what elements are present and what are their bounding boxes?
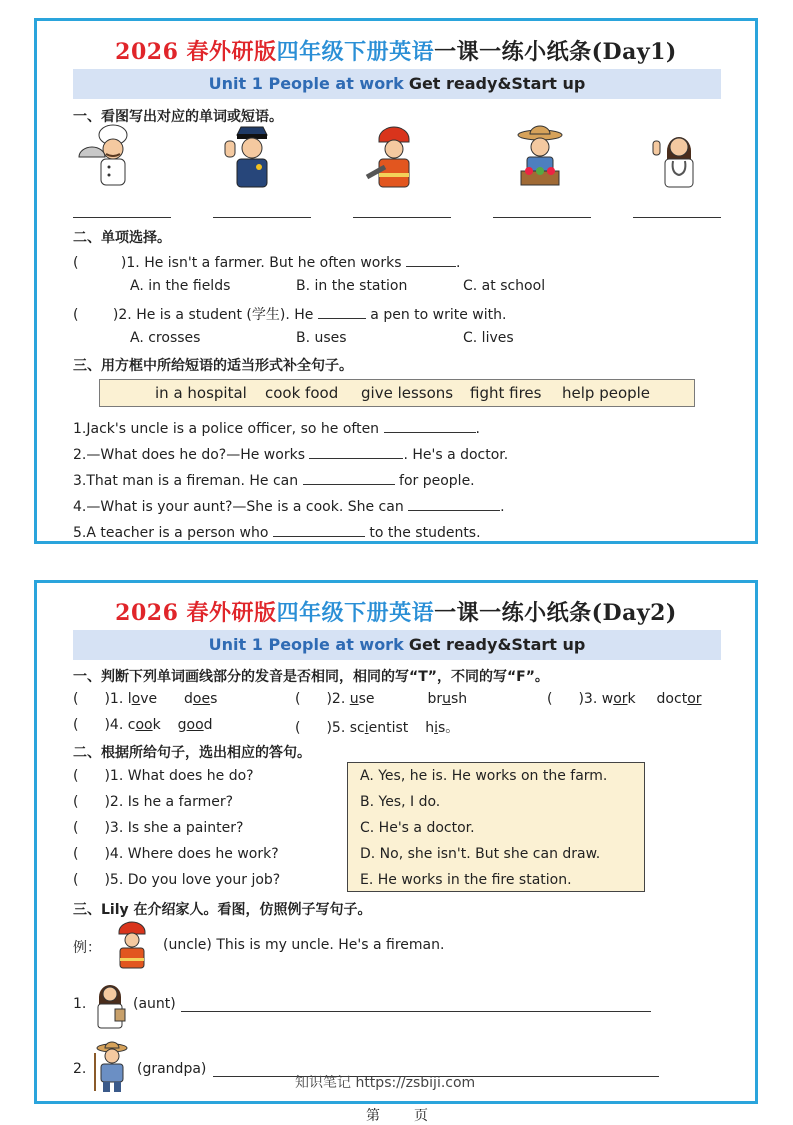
- cook-icon: [75, 121, 145, 191]
- worksheet-day1: [34, 18, 758, 544]
- answer-line[interactable]: [353, 217, 451, 218]
- item-word: (grandpa): [137, 1061, 207, 1077]
- phonics-item-2: ( )2. use brush: [295, 691, 468, 707]
- item-word: (aunt): [133, 996, 176, 1012]
- answer-blank[interactable]: [406, 252, 456, 267]
- answer-options-box: [347, 762, 645, 892]
- section-heading-1: 一、看图写出对应的单词或短语。: [73, 109, 283, 125]
- answer-option: A. Yes, he is. He works on the farm.: [360, 768, 608, 784]
- phrase-box: [99, 379, 695, 407]
- unit-banner: Unit 1 People at work Get ready&Start up: [73, 630, 721, 660]
- phrase: help people: [562, 384, 651, 402]
- phrase: fight fires: [470, 384, 542, 402]
- section-heading-2: 二、单项选择。: [73, 230, 171, 246]
- answer-line[interactable]: [493, 217, 591, 218]
- section-heading-3: 三、Lily 在介绍家人。看图，仿照例子写句子。: [73, 902, 372, 918]
- answer-blank[interactable]: [318, 304, 366, 319]
- match-question-4: ( )4. Where does he work?: [73, 846, 279, 862]
- q2-option-a: A. crosses: [130, 330, 201, 346]
- example-label: 例：: [73, 940, 101, 956]
- phrase: give lessons: [361, 384, 454, 402]
- q1-option-c: C. at school: [463, 278, 546, 294]
- answer-line[interactable]: [213, 217, 311, 218]
- section-heading-3: 三、用方框中所给短语的适当形式补全句子。: [73, 358, 353, 374]
- page-label-right: 页: [414, 1108, 428, 1124]
- answer-line[interactable]: [633, 217, 721, 218]
- q1-option-b: B. in the station: [296, 278, 408, 294]
- item-number: 1.: [73, 996, 87, 1012]
- phonics-item-5: ( )5. scientist his。: [295, 720, 460, 736]
- answer-option: C. He's a doctor.: [360, 820, 475, 836]
- grandpa-farmer-icon: [89, 1039, 135, 1093]
- phonics-item-4: ( )4. cook good: [73, 717, 213, 733]
- page-label-left: 第: [366, 1108, 380, 1124]
- question-2: ( )2. He is a student (学生). He a pen to write with.: [73, 304, 506, 324]
- answer-option: B. Yes, I do.: [360, 794, 441, 810]
- police-officer-icon: [217, 121, 287, 191]
- section-heading-1: 一、判断下列单词画线部分的发音是否相同，相同的写“T”，不同的写“F”。: [73, 669, 549, 685]
- answer-blank[interactable]: [309, 444, 403, 459]
- unit-banner: Unit 1 People at work Get ready&Start up: [73, 69, 721, 99]
- answer-line[interactable]: [73, 217, 171, 218]
- sentence-2: 2.—What does he do?—He works . He's a doctor.: [73, 444, 508, 463]
- worksheet-day2: [34, 580, 758, 1104]
- sentence-5: 5.A teacher is a person who to the students.: [73, 522, 481, 541]
- aunt-doctor-icon: [87, 977, 133, 1029]
- question-1: ( )1. He isn't a farmer. But he often works .: [73, 252, 460, 271]
- doctor-icon: [643, 121, 713, 191]
- answer-option: E. He works in the fire station.: [360, 872, 572, 888]
- sentence-1: 1.Jack's uncle is a police officer, so he often .: [73, 418, 480, 437]
- answer-line[interactable]: [181, 1011, 651, 1012]
- q2-option-b: B. uses: [296, 330, 347, 346]
- sentence-3: 3.That man is a fireman. He can for people.: [73, 470, 475, 489]
- phonics-item-1: ( )1. love does: [73, 691, 218, 707]
- firefighter-icon: [359, 121, 429, 191]
- answer-option: D. No, she isn't. But she can draw.: [360, 846, 601, 862]
- example-sentence: (uncle) This is my uncle. He's a fireman.: [163, 937, 445, 953]
- worksheet-title: 2026 春外研版四年级下册英语一课一练小纸条(Day2): [115, 600, 677, 626]
- match-question-2: ( )2. Is he a farmer?: [73, 794, 234, 810]
- phrase: in a hospital: [155, 384, 247, 402]
- answer-blank[interactable]: [408, 496, 500, 511]
- answer-blank[interactable]: [273, 522, 365, 537]
- match-question-1: ( )1. What does he do?: [73, 768, 254, 784]
- sentence-4: 4.—What is your aunt?—She is a cook. She can .: [73, 496, 505, 515]
- match-question-5: ( )5. Do you love your job?: [73, 872, 281, 888]
- q1-option-a: A. in the fields: [130, 278, 231, 294]
- answer-blank[interactable]: [384, 418, 476, 433]
- match-question-3: ( )3. Is she a painter?: [73, 820, 244, 836]
- watermark: 知识笔记 https://zsbiji.com: [295, 1075, 476, 1091]
- phrase: cook food: [265, 384, 339, 402]
- item-number: 2.: [73, 1061, 87, 1077]
- phonics-item-3: ( )3. work doctor: [547, 691, 702, 707]
- fireman-icon: [109, 919, 155, 969]
- farmer-icon: [505, 121, 575, 191]
- answer-blank[interactable]: [303, 470, 395, 485]
- worksheet-title: 2026 春外研版四年级下册英语一课一练小纸条(Day1): [115, 39, 677, 65]
- q2-option-c: C. lives: [463, 330, 514, 346]
- section-heading-2: 二、根据所给句子，选出相应的答句。: [73, 745, 311, 761]
